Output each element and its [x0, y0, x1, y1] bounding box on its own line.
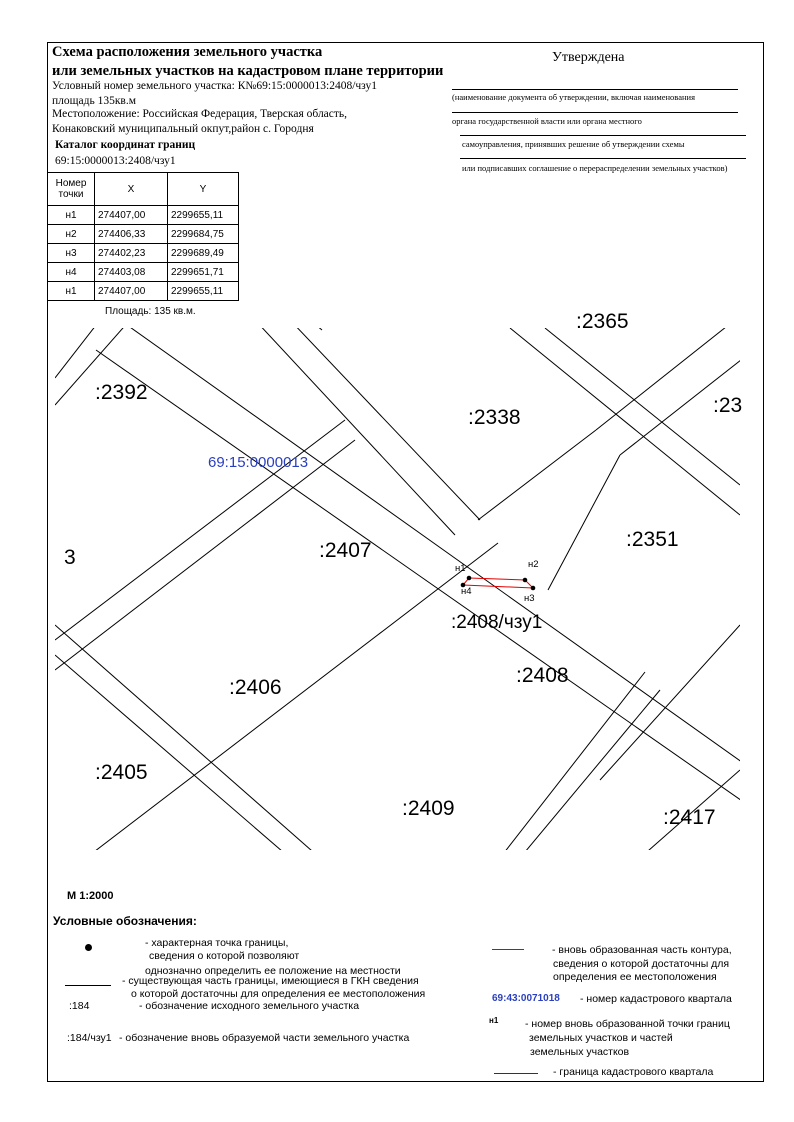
- parcel-boundaries: [55, 300, 760, 858]
- legend-existing-text-1: - существующая часть границы, имеющиеся в ГКН сведения: [122, 975, 419, 987]
- road-f-1: [55, 625, 320, 858]
- legend-point-text-3: однозначно определить ее положение на местности: [145, 965, 401, 977]
- approval-note-4: или подписавших соглашение о перераспределении земельных участков): [462, 163, 728, 173]
- legend-source-text: - обозначение исходного земельного участка: [139, 1000, 360, 1012]
- y-cell: 2299689,49: [168, 244, 239, 263]
- new-parcel-label: :2408/чзу1: [451, 612, 543, 633]
- parcel-label-cut: :2365: [576, 310, 629, 333]
- road-b-left-edge-upper: [478, 430, 596, 520]
- quarter-label: 69:15:0000013: [208, 454, 309, 471]
- road-h-2: [500, 672, 645, 858]
- legend-blue-line: [494, 1073, 538, 1074]
- red-edge-n1-n2: [469, 578, 525, 580]
- legend-newpoint-text-2: земельных участков и частей: [529, 1032, 673, 1044]
- legend-point-text-2: сведения о которой позволяют: [149, 950, 300, 962]
- road-h-1: [520, 690, 660, 858]
- parcel-label: :2405: [95, 761, 148, 784]
- x-cell: 274402,23: [95, 244, 168, 263]
- parcel-label: 3: [64, 546, 76, 569]
- parcel-label: :2407: [319, 539, 372, 562]
- legend-red-text-3: определения ее местоположения: [553, 971, 717, 983]
- legend-new-text: - обозначение вновь образуемой части земельного участка: [119, 1032, 410, 1044]
- y-cell: 2299655,11: [168, 282, 239, 301]
- parcel-label: :2406: [229, 676, 282, 699]
- point-cell: н3: [48, 244, 95, 263]
- x-cell: 274407,00: [95, 206, 168, 225]
- legend-newpoint-sample: н1: [489, 1016, 499, 1025]
- road-d-1: [290, 320, 480, 520]
- location-line-2: Конаковский муниципальный окпут,район с. Городня: [52, 123, 314, 135]
- road-e-2: [510, 328, 743, 515]
- road-g-2: [55, 440, 355, 670]
- approval-note-3: самоуправления, принявших решение об утверждении схемы: [462, 139, 685, 149]
- point-cell: н2: [48, 225, 95, 244]
- x-cell: 274406,33: [95, 225, 168, 244]
- approval-note-2: органа государственной власти или органа местного: [452, 116, 642, 126]
- road-b-inner: [548, 455, 620, 590]
- road-a-lower-edge: [96, 350, 755, 810]
- col-point-label-1: Номер: [55, 178, 87, 189]
- point-cell: н1: [48, 282, 95, 301]
- cadastral-number: Условный номер земельного участка: К№69:15:0000013:2408/чзу1: [52, 80, 377, 92]
- parcel-label: :2409: [402, 797, 455, 820]
- point-n3-marker: [531, 586, 536, 591]
- catalog-number: 69:15:0000013:2408/чзу1: [55, 155, 176, 167]
- red-edge-n3-n4: [463, 585, 533, 588]
- new-parcel-contour: [461, 576, 536, 591]
- road-d-3: [310, 320, 322, 330]
- legend-newpoint-text-3: земельных участков: [530, 1046, 630, 1058]
- col-y-header: Y: [168, 173, 239, 206]
- legend-red-text-2: сведения о которой достаточны для: [553, 958, 730, 970]
- legend-source-sample: :184: [69, 1000, 90, 1012]
- point-label-n3: н3: [524, 593, 535, 604]
- approved-title: Утверждена: [552, 50, 625, 65]
- point-cell: н1: [48, 206, 95, 225]
- legend-blue-text: - граница кадастрового квартала: [553, 1066, 714, 1078]
- road-c-1: [55, 320, 100, 378]
- location-line-1: Местоположение: Российская Федерация, Тверская область,: [52, 108, 348, 120]
- approval-note-1: (наименование документа об утверждении, включая наименования: [452, 92, 695, 102]
- legend-red-line: [492, 949, 524, 950]
- point-n1-marker: [467, 576, 472, 581]
- parcel-label-cut: :23: [713, 394, 743, 417]
- point-label-n2: н2: [528, 559, 539, 570]
- point-cell: н4: [48, 263, 95, 282]
- col-point-label-2: точки: [58, 189, 84, 200]
- point-label-n4: н4: [461, 586, 472, 597]
- point-n2-marker: [523, 578, 528, 583]
- parcel-label: :2417: [663, 806, 716, 829]
- parcel-label: :2392: [95, 381, 148, 404]
- area-caption: Площадь: 135 кв.м.: [105, 306, 196, 317]
- road-d-2: [255, 320, 455, 535]
- y-cell: 2299651,71: [168, 263, 239, 282]
- road-e-1: [545, 328, 743, 485]
- catalog-title: Каталог координат границ: [55, 139, 196, 151]
- legend-title: Условные обозначения:: [53, 914, 197, 928]
- y-cell: 2299684,75: [168, 225, 239, 244]
- point-label-n1: н1: [455, 563, 466, 574]
- x-cell: 274403,08: [95, 263, 168, 282]
- legend-point-text-1: - характерная точка границы,: [145, 937, 289, 949]
- title-line-2: или земельных участков на кадастровом плане территории: [52, 63, 444, 79]
- parcel-label: :2338: [468, 406, 521, 429]
- map-scale: М 1:2000: [67, 890, 114, 902]
- parcel-label: :2408: [516, 664, 569, 687]
- legend-existing-line: [65, 985, 111, 986]
- legend-red-text-1: - вновь образованная часть контура,: [552, 944, 732, 956]
- legend-quarter-text: - номер кадастрового квартала: [580, 993, 732, 1005]
- legend-new-sample: :184/чзу1: [67, 1032, 112, 1044]
- parcel-label: :2351: [626, 528, 679, 551]
- y-cell: 2299655,11: [168, 206, 239, 225]
- legend-point-marker: [85, 944, 92, 951]
- legend-newpoint-text-1: - номер вновь образованной точки границ: [525, 1018, 730, 1030]
- title-line-1: Схема расположения земельного участка: [52, 44, 323, 60]
- road-g-1: [55, 420, 345, 640]
- legend-existing-text-2: о которой достаточны для определения ее местоположения: [131, 988, 426, 1000]
- col-x-header: X: [95, 173, 168, 206]
- area-text: площадь 135кв.м: [52, 95, 136, 107]
- x-cell: 274407,00: [95, 282, 168, 301]
- legend-quarter-sample: 69:43:0071018: [492, 993, 560, 1004]
